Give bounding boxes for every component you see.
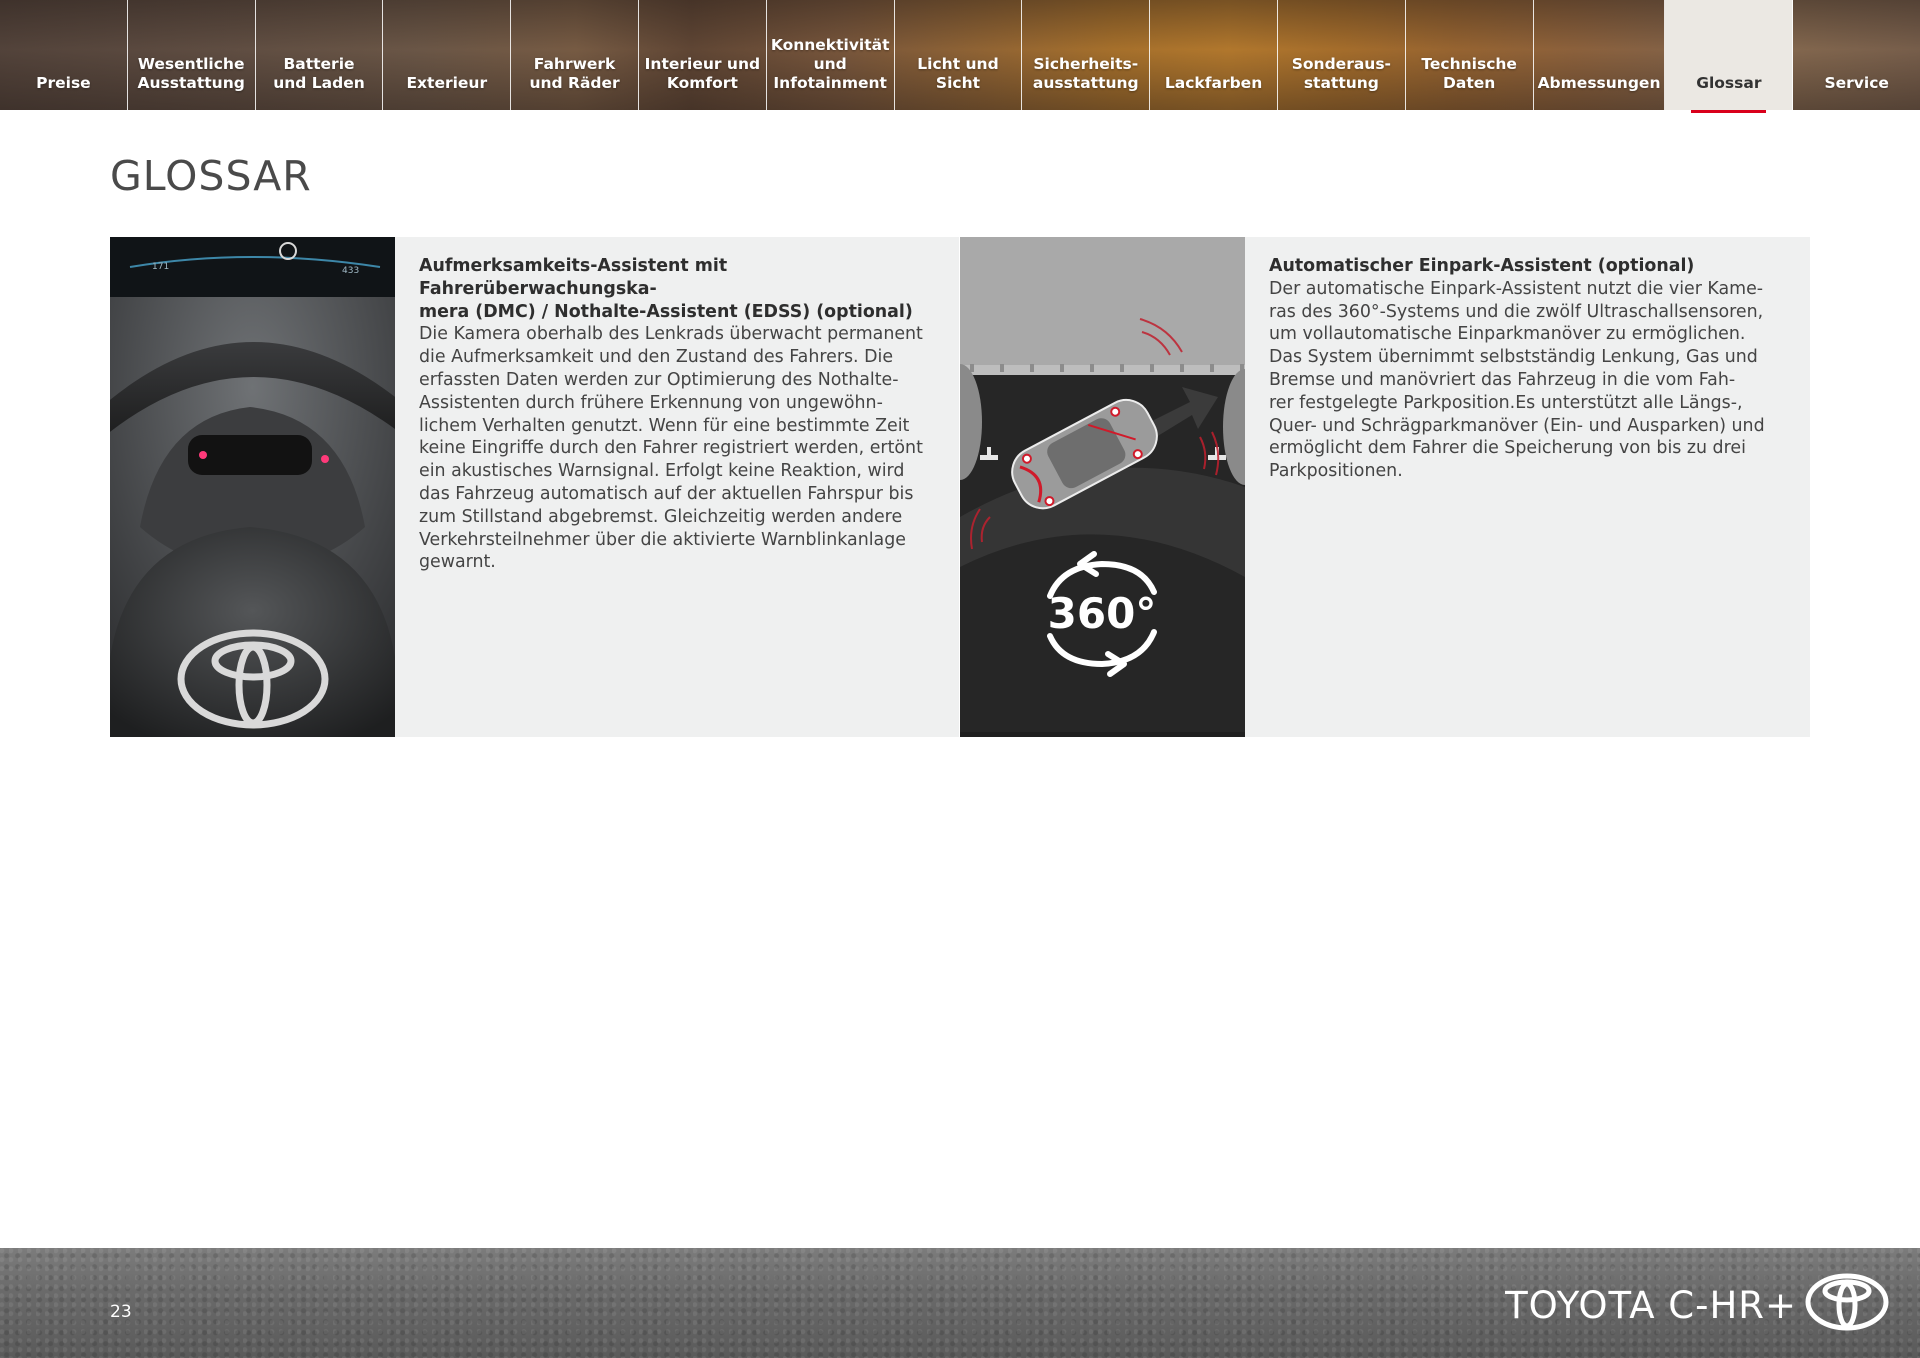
page-title: GLOSSAR	[110, 152, 312, 200]
nav-tab-sonderausstattung[interactable]: Sonderaus- stattung	[1278, 0, 1406, 110]
glossary-entry-parking-assist	[960, 237, 1810, 737]
nav-tab-fahrwerk-und-raeder[interactable]: Fahrwerk und Räder	[511, 0, 639, 110]
toyota-logo-icon	[1804, 1272, 1890, 1332]
nav-tab-interieur-und-komfort[interactable]: Interieur und Komfort	[639, 0, 767, 110]
nav-tab-preise[interactable]: Preise	[0, 0, 128, 110]
nav-tab-exterieur[interactable]: Exterieur	[383, 0, 511, 110]
nav-tab-lackfarben[interactable]: Lackfarben	[1150, 0, 1278, 110]
nav-tab-wesentliche-ausstattung[interactable]: Wesentliche Ausstattung	[128, 0, 256, 110]
nav-tab-batterie-und-laden[interactable]: Batterie und Laden	[256, 0, 384, 110]
steering-wheel-illustration	[110, 237, 395, 737]
nav-tab-licht-und-sicht[interactable]: Licht und Sicht	[895, 0, 1023, 110]
glossary-entry-dmc	[110, 237, 959, 737]
top-navigation	[0, 0, 1920, 110]
footer-banner	[0, 1248, 1920, 1358]
nav-tab-technische-daten[interactable]: Technische Daten	[1406, 0, 1534, 110]
surround-view-badge: 360°	[1047, 589, 1157, 638]
nav-tab-abmessungen[interactable]: Abmessungen	[1534, 0, 1666, 110]
glossary-title-dmc: Aufmerksamkeits-Assistent mit Fahrerüberwachungska- mera (DMC) / Nothalte-Assistent (EDSS) (optional)	[419, 256, 913, 322]
nav-tab-service[interactable]: Service	[1824, 74, 1889, 92]
cluster-left-readout: 171	[152, 262, 170, 272]
page-number: 23	[110, 1302, 132, 1322]
glossary-title-parking-assist: Automatischer Einpark-Assistent (optional)	[1269, 256, 1695, 276]
parking-assist-illustration	[960, 237, 1245, 737]
nav-tab-sicherheitsausstattung[interactable]: Sicherheits- ausstattung	[1022, 0, 1150, 110]
brand-name: TOYOTA C-HR+	[1505, 1284, 1797, 1327]
glossary-body-parking-assist: Der automatische Einpark-Assistent nutzt die vier Kame- ras des 360°-Systems und die zwölf Ultraschallsensoren, um vollautomatische Einparkmanöver zu ermöglichen. Das System übernimmt selbstständig Lenkung, Gas und Bremse und manövriert das Fahrzeug in die vom Fah- rer festgelegte Parkposition.Es unterstützt alle Längs-, Quer- und Schrägparkmanöver (Ein- und Ausparken) und ermöglicht dem Fahrer die Speicherung von bis zu drei Parkpositionen.	[1269, 278, 1765, 482]
glossary-body-dmc: Die Kamera oberhalb des Lenkrads überwacht permanent die Aufmerksamkeit und den Zustand des Fahrers. Die erfassten Daten werden zur Optimierung des Nothalte- Assistenten durch frühere Erkennung von ungewöhn- lichem Verhalten genutzt. Wenn für eine bestimmte Zeit keine Eingriffe durch den Fahrer registriert werden, ertönt ein akustisches Warnsignal. Erfolgt keine Reaktion, wird das Fahrzeug automatisch auf der aktuellen Fahrspur bis zum Stillstand abgebremst. Gleichzeitig werden andere Verkehrsteilnehmer über die aktivierte Warnblinkanlage gewarnt.	[419, 324, 923, 573]
cluster-right-readout: 433	[342, 266, 360, 276]
nav-tab-glossar[interactable]: Glossar	[1665, 0, 1793, 110]
steering-wheel-image	[110, 237, 395, 737]
parking-assist-image	[960, 237, 1245, 737]
nav-tab-konnektivitaet[interactable]: Konnektivität und Infotainment	[767, 0, 895, 110]
